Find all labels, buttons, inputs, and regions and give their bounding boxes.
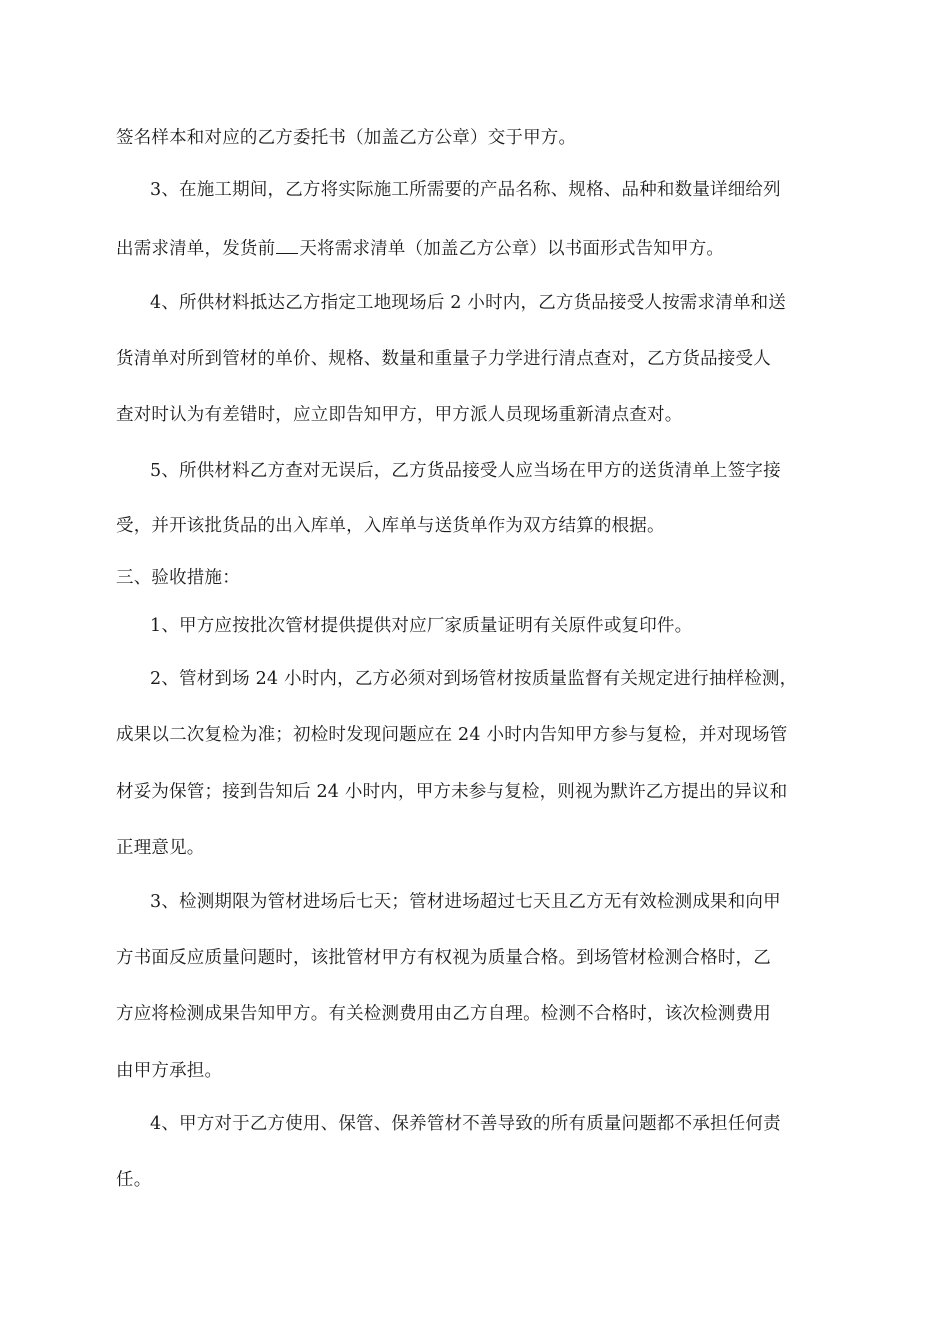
text-span: 由甲方承担。 <box>116 1061 223 1081</box>
text-line <box>116 347 838 371</box>
text-line <box>150 291 838 315</box>
text-span: 材妥为保管；接到告知后 24 小时内，甲方未参与复检，则视为默许乙方提出的异议和 <box>116 782 788 802</box>
text-span: 任。 <box>116 1170 152 1190</box>
text-line <box>116 1059 838 1083</box>
text-span: 天将需求清单（加盖乙方公章）以书面形式告知甲方。 <box>299 239 725 259</box>
text-span: 成果以二次复检为准；初检时发现问题应在 24 小时内告知甲方参与复检，并对现场管 <box>116 725 788 745</box>
section-heading <box>116 566 838 590</box>
text-span: 货清单对所到管材的单价、规格、数量和重量子力学进行清点查对，乙方货品接受人 <box>116 349 771 369</box>
text-line <box>116 723 838 747</box>
text-line <box>116 126 838 150</box>
text-line <box>150 890 838 914</box>
text-span: 3、检测期限为管材进场后七天；管材进场超过七天且乙方无有效检测成果和向甲 <box>150 892 781 912</box>
text-span: 正理意见。 <box>116 838 205 858</box>
text-line <box>150 667 838 691</box>
text-span: 4、甲方对于乙方使用、保管、保养管材不善导致的所有质量问题都不承担任何责 <box>150 1114 781 1134</box>
text-span: 签名样本和对应的乙方委托书（加盖乙方公章）交于甲方。 <box>116 128 577 148</box>
text-line <box>116 1002 838 1026</box>
fill-in-blank <box>276 235 298 254</box>
text-span: 方应将检测成果告知甲方。有关检测费用由乙方自理。检测不合格时，该次检测费用 <box>116 1004 771 1024</box>
text-line <box>116 514 838 538</box>
text-line <box>150 1112 838 1136</box>
text-line <box>116 403 838 427</box>
text-span: 三、验收措施： <box>116 568 240 588</box>
text-span: 4、所供材料抵达乙方指定工地现场后 2 小时内，乙方货品接受人按需求清单和送 <box>150 293 786 313</box>
text-line <box>150 614 838 638</box>
text-line <box>116 780 838 804</box>
text-span: 3、在施工期间，乙方将实际施工所需要的产品名称、规格、品种和数量详细给列 <box>150 180 781 200</box>
text-span: 5、所供材料乙方查对无误后，乙方货品接受人应当场在甲方的送货清单上签字接 <box>150 461 781 481</box>
text-span: 查对时认为有差错时，应立即告知甲方，甲方派人员现场重新清点查对。 <box>116 405 683 425</box>
text-span: 1、甲方应按批次管材提供提供对应厂家质量证明有关原件或复印件。 <box>150 616 693 636</box>
text-line <box>116 946 838 970</box>
text-line <box>116 235 838 261</box>
text-span: 受，并开该批货品的出入库单，入库单与送货单作为双方结算的根据。 <box>116 516 665 536</box>
text-span: 出需求清单，发货前 <box>116 239 276 259</box>
text-line <box>150 459 838 483</box>
text-span: 方书面反应质量问题时，该批管材甲方有权视为质量合格。到场管材检测合格时，乙 <box>116 948 771 968</box>
text-line <box>116 836 838 860</box>
text-span: 2、管材到场 24 小时内，乙方必须对到场管材按质量监督有关规定进行抽样检测， <box>150 669 798 689</box>
text-line <box>150 178 838 202</box>
text-line <box>116 1168 838 1192</box>
